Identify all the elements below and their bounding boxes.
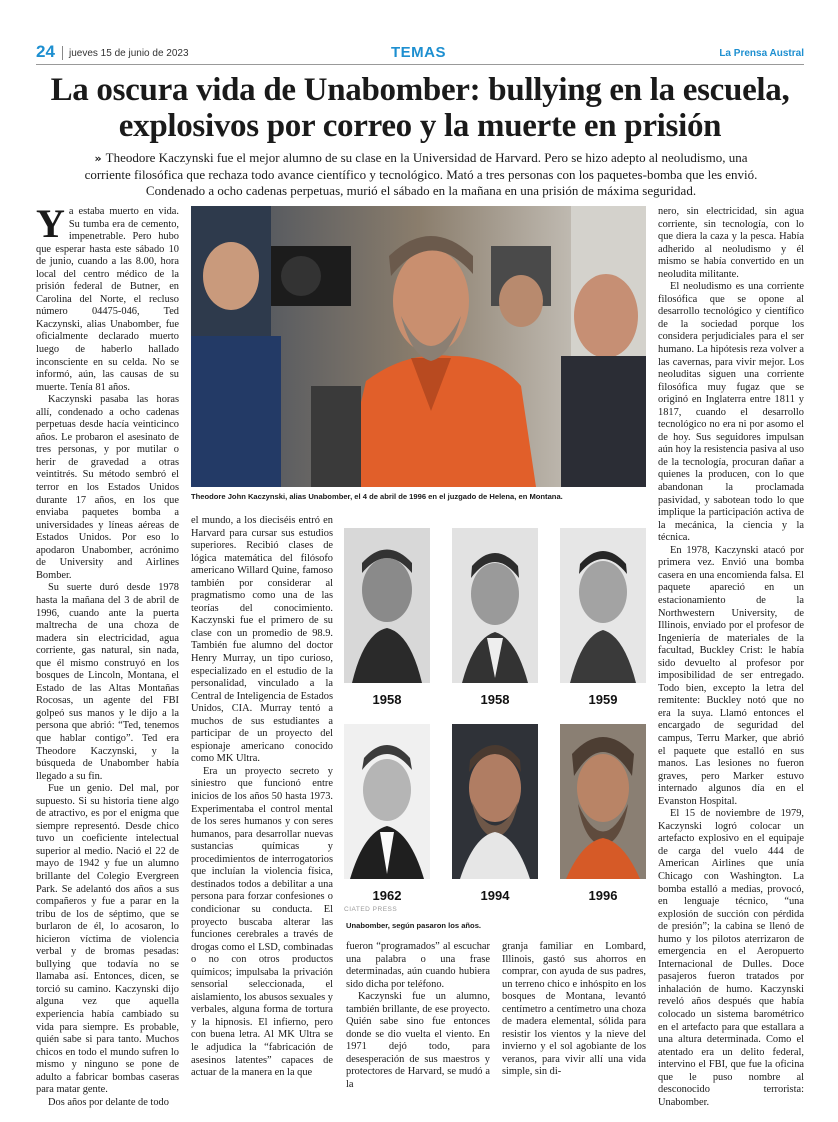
body-paragraph: Dos años por delante de todo bbox=[48, 1096, 169, 1108]
section-title: TEMAS bbox=[391, 44, 446, 61]
page-number: 24 bbox=[36, 42, 55, 61]
mugshot-year: 1959 bbox=[588, 692, 618, 707]
body-paragraph: En 1978, Kaczynski atacó por primera vez. Envió una bomba casera en una encomienda falsa. El paquete apareció en un estacionamiento de la Northwestern University, de Illinois, enviado por el profesor de Ingeniería de materiales de la facultad, Buckley Crist: le había sido devuelto al profesor por imposibilidad de ser entregado. Todo bien, excepto la letra del remitente: Buckley notó que no era la suya. Llamó entonces el encargado de seguridad del campus, Terru Marker, que abrió el paquete que estalló en sus manos. Las lesiones no fueron graves, pero Marker estuvo internado algunos día en el Evanston Hospital. bbox=[658, 544, 804, 807]
body-paragraph: el mundo, a los dieciséis entró en Harvard para cursar sus estudios superiores. Recibió clases de lógica matemática del filósofo americano Willard Quine, famoso también por considerar al pragmatismo como una de las teorías del conocimiento. Kaczynski fue el primero de su clase con un promedio de 98.9. También fue alumno del doctor Henry Murray, un tipo curioso, especializado en el estudio de la personalidad, vinculado a la Central de Inteligencia de Estados Unidos, CIA. Murray tentó a muchos de sus estudiantes a participar de un proyecto del espionaje americano conocido como MK Ultra. bbox=[191, 515, 333, 765]
body-paragraph: Kaczynski pasaba las horas allí, condenado a ocho cadenas perpetuas desde hacía veinticinco años. Le probaron el asesinato de tres personas, y por mutilar o herir de gravedad a otras veintitrés. Su método sembró el terror en los Estados Unidos durante 17 años, en los que enviaba paquetes bomba a universidades y líneas aéreas de Estados Unidos. Por eso lo apodaron Unabomber, acrónimo de University and Airlines Bomber. bbox=[36, 394, 179, 581]
body-paragraph: nero, sin electricidad, sin agua corriente, sin tecnología, con lo que diera la caza y la pesca. Había adherido al neoludismo y él mismo se había convertido en un neoludita militante. bbox=[658, 206, 804, 280]
photo-credit: CIATED PRESS bbox=[344, 906, 398, 913]
mugshot-caption: Unabomber, según pasaron los años. bbox=[346, 921, 482, 930]
body-column-4 bbox=[502, 941, 646, 1079]
lede-text: Theodore Kaczynski fue el mejor alumno de su clase en la Universidad de Harvard. Pero se hizo adepto al neoludismo, una corriente filosófica que rechaza todo avance científico y tecnológico. Mató a tres personas con los paquetes-bomba que les envió. Condenado a ocho cadenas perpetuas, murió el sábado en la mañana en una prisión de máxima seguridad. bbox=[84, 150, 758, 198]
headline-line-1: La oscura vida de Unabomber: bullying en la escuela, bbox=[50, 72, 790, 108]
main-photo-caption: Theodore John Kaczynski, alias Unabomber, el 4 de abril de 1996 en el juzgado de Helena, en Montana. bbox=[191, 492, 563, 501]
body-paragraph: granja familiar en Lombard, Illinois, gastó sus ahorros en comprar, con ayuda de sus padres, un terreno chico e inhóspito en los bosques de Montana, levantó centímetro a centímetro una choza de madera elemental, sólida para resistir los vientos y la nieve del invierno y el sol agobiante de los veranos, para vivir allí una vida simple, sin di- bbox=[502, 941, 646, 1078]
article-headline bbox=[36, 72, 804, 144]
body-column-5 bbox=[658, 206, 804, 1109]
mugshot-photo bbox=[344, 724, 430, 879]
mugshot-photo bbox=[452, 528, 538, 683]
courthouse-photo-image bbox=[191, 206, 646, 487]
headline-line-2: explosivos por correo y la muerte en prisión bbox=[118, 108, 722, 144]
mugshot-photo bbox=[452, 724, 538, 879]
body-paragraph: El neoludismo es una corriente filosófica que se opone al desarrollo tecnológico y científico de la sociedad porque los considera perjudiciales para el ser humano. La hipótesis reza volver a las cavernas, para vivir mejor. Los neoluditas siguen una corriente filosófica muy fugaz que se originó en Inglaterra entre 1811 y 1817, cuando el desarrollo tecnológico no era ni por asomo el de hoy. Sus seguidores impulsan aún hoy la resistencia pasiva al uso de la tecnología, procuran dañar a quienes la producen, con lo que abandonan la proclamada pasividad, y sabotean todo lo que implique la participación activa de la mecánica, la ciencia y la técnica. bbox=[658, 281, 805, 544]
body-column-2 bbox=[191, 515, 333, 1080]
issue-date: jueves 15 de junio de 2023 bbox=[69, 48, 189, 59]
mugshot-year: 1958 bbox=[480, 692, 510, 707]
mugshot-photo bbox=[344, 528, 430, 683]
newspaper-brand: La Prensa Austral bbox=[719, 48, 804, 59]
header-divider bbox=[62, 46, 63, 60]
article-lede bbox=[76, 150, 766, 199]
body-paragraph: Fue un genio. Del mal, por supuesto. Si su historia tiene algo de atractivo, es por el enigma que siempre representó. Desde chico tuvo un coeficiente intelectual superior al medio. Nació el 22 de mayo de 1942 y fue un alumno brillante del Colegio Evergreen Park. Se adelantó dos años a sus compañeros y fue a parar en la tribu de los de séptimo, que se burlaron de él, lo acosaron, lo hicieron víctima de violencia verbal y de bromas pesadas: bullying que todavía no se llamaba así. Entonces, dicen, se torció su camino. Kaczynski dijo alguna vez que aquella experiencia había cambiado su vida para siempre. Es probable, quién sabe si para tanto. Muchos chicos en todo el mundo sufren lo mismo y ninguno se pone de adulto a fabricar bombas caseras para matar gente. bbox=[36, 783, 179, 1096]
body-column-3 bbox=[346, 941, 490, 1092]
mugshot-photo bbox=[560, 724, 646, 879]
body-paragraph: Su suerte duró desde 1978 hasta la mañana del 3 de abril de 1996, cuando ante la puerta maltrecha de una choza de madera sin electricidad, agua corriente, gas natural, sin nada, que él mismo construyó en los bosques de Lincoln, Montana, el Estado de las Altas Montañas Rocosas, un agente del FBI golpeó sus manos y le dijo a la persona que abrió: “Ted, tenemos que hablar contigo”. Ted era Theodore Kaczynski, y la búsqueda de Unabomber había llegado a su fin. bbox=[36, 582, 179, 782]
page-header bbox=[36, 44, 804, 64]
double-chevron-right-icon: » bbox=[94, 152, 102, 165]
mugshot-year: 1962 bbox=[372, 888, 402, 903]
mugshot-year: 1958 bbox=[372, 692, 402, 707]
mugshot-photo bbox=[560, 528, 646, 683]
body-paragraph: Ya estaba muerto en vida. Su tumba era de cemento, impenetrable. Pero hubo que esperar hasta este sábado 10 de junio, cuando a las 8.00, hora local del centro médico de la prisión federal de Butner, en Carolina del Norte, el recluso número 04475-046, Ted Kaczynski, alias Unabomber, fue oficialmente declarado muerto luego de haberlo hallado inconsciente en su celda. No se informó, aún, las causas de su muerte. Tenía 81 años. bbox=[36, 201, 179, 393]
body-paragraph: fueron “programados” al escuchar una palabra o una frase determinadas, aún cuando hubiera sido dicha por teléfono. bbox=[346, 941, 490, 990]
mugshot-year: 1996 bbox=[588, 888, 618, 903]
body-paragraph: Kaczynski fue un alumno, también brillante, de ese proyecto. Quién sabe sino fue entonces donde se dio vuelta el viento. En 1971 dejó todo, para desesperación de sus maestros y protectores de Harvard, se mudó a la bbox=[346, 991, 490, 1091]
body-column-1 bbox=[36, 201, 179, 1109]
body-paragraph: Era un proyecto secreto y siniestro que funcionó entre inicios de los años 50 hasta 1973. Experimentaba el control mental de los seres humanos y con seres humanos, para desarrollar nuevas sustancias químicas y procedimientos de interrogatorios que incluían la violencia física, destinados todos a debilitar a una persona para forzar confesiones o condicionar su conducta. El proyecto buscaba alterar las funciones cerebrales a través de drogas como el LSD, combinadas o no con otros productos químicos; impulsaba la privación sensorial seleccionada, el aislamiento, los abusos sexuales y verbales, alguna forma de tortura y la hipnosis. El infierno, pero con buena letra. Al MK Ultra se le adjudica la “fabricación de asesinos latentes” capaces de actuar de la manera en la que bbox=[191, 765, 333, 1079]
drop-cap: Y bbox=[36, 201, 65, 246]
mugshot-grid bbox=[344, 528, 647, 908]
main-photo bbox=[191, 206, 646, 487]
header-rule bbox=[36, 64, 804, 65]
mugshot-year: 1994 bbox=[480, 888, 510, 903]
body-paragraph: El 15 de noviembre de 1979, Kaczynski logró colocar un artefacto explosivo en el equipaje de carga del vuelo 444 de American Airlines que unía Chicago con Washington. La bomba estalló a medias, provocó, en lenguaje técnico, “una explosión de succión con pérdida de presión”; la cabina se llenó de humo y los pilotos aterrizaron de emergencia en el Aeropuerto Internacional de Dulles. Doce pasajeros fueron tratados por inhalación de humo. Kaczynski reveló años después que había colocado un sistema barométrico en el artefacto para que estallara a una altura determinada. Como el atentado era un delito federal, intervino el FBI, que fue la oficina que le puso nombre al desconocido terrorista: Unabomber. bbox=[658, 808, 804, 1108]
